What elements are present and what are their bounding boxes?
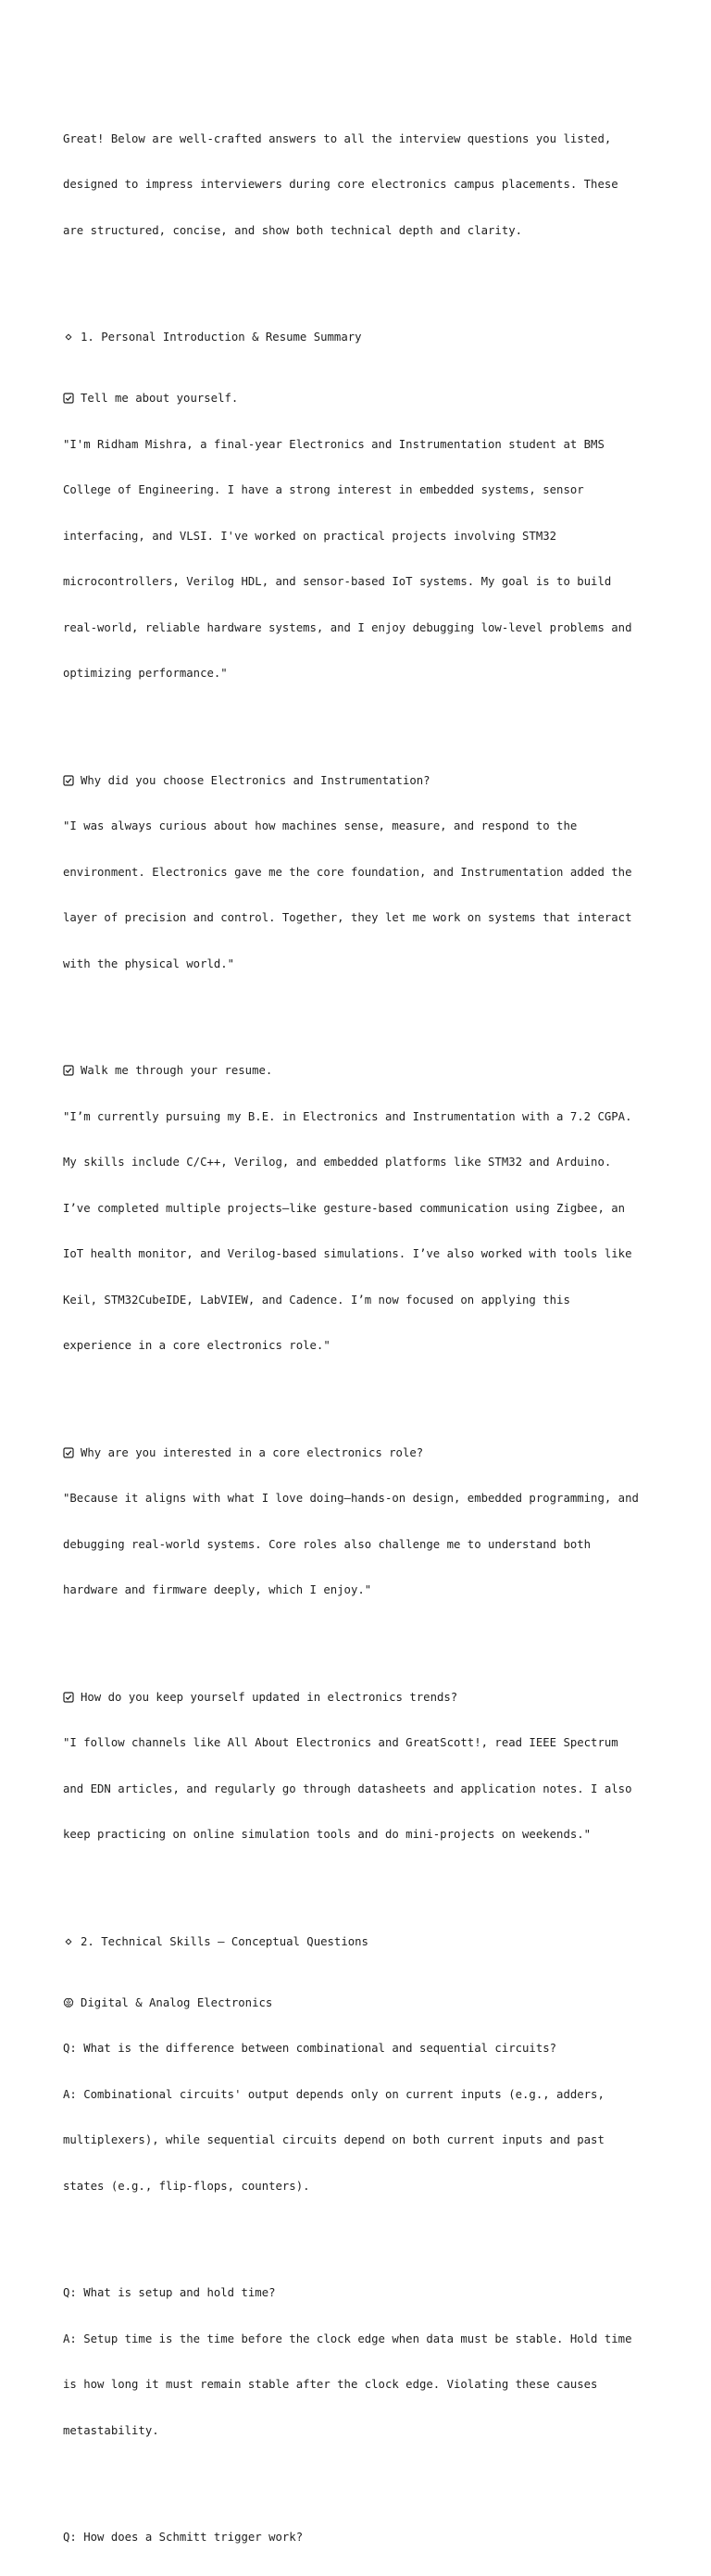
checkbox-icon [63, 1447, 74, 1458]
answer-line: keep practicing on online simulation tools and do mini-projects on weekends." [63, 1828, 592, 1841]
question-text: Tell me about yourself. [81, 392, 239, 405]
answer-line: optimizing performance." [63, 667, 228, 680]
question-text: Q: What is setup and hold time? [63, 2286, 276, 2299]
answer-line: is how long it must remain stable after the clock edge. Violating these causes [63, 2378, 598, 2391]
document-body [63, 85, 655, 2576]
answer-line: College of Engineering. I have a strong interest in embedded systems, sensor [63, 483, 584, 496]
section-title: 1. Personal Introduction & Resume Summary [81, 331, 362, 344]
question-text: Why did you choose Electronics and Instrumentation? [81, 773, 430, 787]
question-line [63, 1690, 655, 1706]
checkbox-icon [63, 1065, 74, 1076]
section-heading [63, 330, 655, 345]
checkbox-icon [63, 1692, 74, 1703]
answer-line: metastability. [63, 2423, 159, 2437]
answer-line: hardware and firmware deeply, which I enjoy." [63, 1583, 372, 1596]
subsection-title: Digital & Analog Electronics [81, 1995, 273, 2009]
answer-line: "I follow channels like All About Electronics and GreatScott!, read IEEE Spectrum [63, 1736, 618, 1749]
intro-line: are structured, concise, and show both technical depth and clarity. [63, 223, 523, 237]
answer-line: real-world, reliable hardware systems, and I enjoy debugging low-level problems and [63, 620, 632, 634]
question-line [63, 391, 655, 406]
answer-line: microcontrollers, Verilog HDL, and sensor-based IoT systems. My goal is to build [63, 575, 612, 588]
question-line [63, 773, 655, 789]
answer-line: "I’m currently pursuing my B.E. in Electronics and Instrumentation with a 7.2 CGPA. [63, 1109, 632, 1123]
answer-line: "I'm Ridham Mishra, a final-year Electronics and Instrumentation student at BMS [63, 437, 605, 451]
intro-line: Great! Below are well-crafted answers to all the interview questions you listed, [63, 131, 612, 145]
question-line [63, 1445, 655, 1461]
answer-line: IoT health monitor, and Verilog-based simulations. I’ve also worked with tools like [63, 1247, 632, 1260]
answer-line: with the physical world." [63, 957, 235, 970]
question-text: Q: How does a Schmitt trigger work? [63, 2531, 304, 2544]
question-text: Q: What is the difference between combinational and sequential circuits? [63, 2042, 557, 2055]
answer-line: "Because it aligns with what I love doing—hands-on design, embedded programming, and [63, 1492, 639, 1505]
answer-line: environment. Electronics gave me the core foundation, and Instrumentation added the [63, 865, 632, 879]
diamond-icon [63, 1936, 74, 1947]
question-text: How do you keep yourself updated in electronics trends? [81, 1690, 458, 1704]
answer-line: experience in a core electronics role." [63, 1339, 331, 1352]
answer-line: and EDN articles, and regularly go through datasheets and application notes. I also [63, 1782, 632, 1795]
answer-line: A: Combinational circuits' output depends only on current inputs (e.g., adders, [63, 2087, 605, 2101]
brain-icon [63, 1997, 74, 2008]
answer-line: I’ve completed multiple projects—like gesture-based communication using Zigbee, an [63, 1201, 626, 1215]
question-line [63, 1063, 655, 1079]
answer-line: My skills include C/C++, Verilog, and embedded platforms like STM32 and Arduino. [63, 1156, 612, 1169]
answer-line: Keil, STM32CubeIDE, LabVIEW, and Cadence. I’m now focused on applying this [63, 1293, 570, 1307]
intro-line: designed to impress interviewers during core electronics campus placements. These [63, 178, 618, 191]
answer-line: interfacing, and VLSI. I've worked on practical projects involving STM32 [63, 529, 557, 543]
question-text: Why are you interested in a core electronics role? [81, 1445, 424, 1459]
checkbox-icon [63, 775, 74, 786]
section-title: 2. Technical Skills – Conceptual Questions [81, 1934, 368, 1948]
question-text: Walk me through your resume. [81, 1064, 273, 1077]
answer-line: "I was always curious about how machines sense, measure, and respond to the [63, 819, 578, 832]
answer-line: A: Setup time is the time before the clock edge when data must be stable. Hold time [63, 2332, 632, 2345]
subsection-heading [63, 1995, 655, 2011]
answer-line: debugging real-world systems. Core roles also challenge me to understand both [63, 1537, 592, 1551]
answer-line: states (e.g., flip-flops, counters). [63, 2179, 310, 2193]
answer-line: layer of precision and control. Together, they let me work on systems that interact [63, 911, 632, 924]
diamond-icon [63, 331, 74, 343]
checkbox-icon [63, 393, 74, 404]
answer-line: multiplexers), while sequential circuits depend on both current inputs and past [63, 2133, 605, 2146]
section-heading [63, 1934, 655, 1950]
